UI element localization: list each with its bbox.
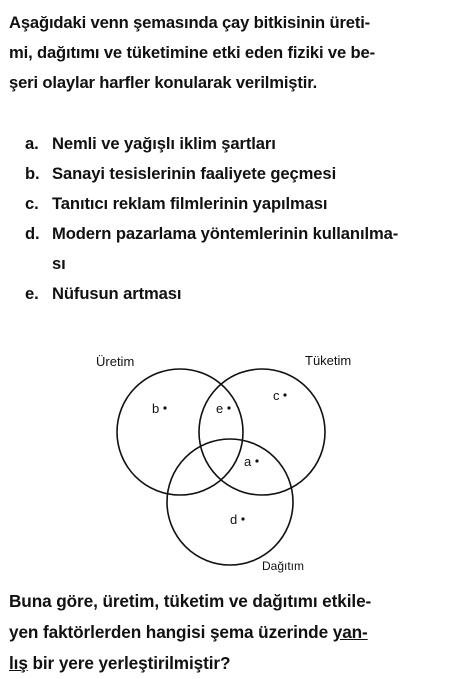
question-underlined-2: lış — [9, 653, 28, 673]
dagitim-circle — [167, 439, 293, 565]
venn-dot-b — [163, 406, 166, 409]
option-c-text: Tanıtıcı reklam filmlerinin yapılması — [52, 194, 328, 213]
uretim-label: Üretim — [96, 354, 135, 369]
option-a-text: Nemli ve yağışlı iklim şartları — [52, 134, 276, 153]
option-c-letter: c. — [25, 194, 39, 213]
option-d-continuation: sı — [52, 254, 66, 273]
venn-dot-d — [241, 517, 244, 520]
question-line-1: Buna göre, üretim, tüketim ve dağıtımı etkile- — [9, 591, 372, 611]
option-a-letter: a. — [25, 134, 39, 153]
venn-letter-e: e — [216, 401, 224, 416]
venn-letter-b: b — [152, 401, 160, 416]
option-d-letter: d. — [25, 224, 40, 243]
intro-line-2: mi, dağıtımı ve tüketimine etki eden fiziki ve be- — [9, 43, 375, 62]
venn-letter-c: c — [273, 388, 280, 403]
question-text — [9, 586, 445, 679]
uretim-circle — [117, 369, 243, 495]
question-line-3-text: bir yere yerleştirilmiştir? — [27, 653, 231, 673]
option-b-letter: b. — [25, 164, 40, 183]
question-line-2-text: yen faktörlerden hangisi şema üzerinde — [9, 622, 333, 642]
question-line-3 — [9, 648, 445, 679]
tuketim-circle — [199, 369, 325, 495]
option-d-text: Modern pazarlama yöntemlerinin kullanılma- — [52, 224, 399, 243]
dagitim-label: Dağıtım — [262, 559, 305, 573]
question-underlined-1: yan- — [332, 622, 368, 642]
tuketim-label: Tüketim — [305, 353, 352, 368]
intro-line-3: şeri olaylar harfler konularak verilmiştir. — [9, 73, 318, 92]
venn-dot-e — [227, 406, 230, 409]
question-line-2 — [9, 617, 445, 648]
venn-dot-c — [283, 393, 286, 396]
venn-letter-a: a — [244, 454, 252, 469]
venn-dot-a — [255, 459, 258, 462]
option-e-letter: e. — [25, 284, 39, 303]
option-e-text: Nüfusun artması — [52, 284, 182, 303]
option-b-text: Sanayi tesislerinin faaliyete geçmesi — [52, 164, 337, 183]
intro-line-1: Aşağıdaki venn şemasında çay bitkisinin üreti- — [9, 13, 371, 32]
venn-letter-d: d — [230, 512, 238, 527]
